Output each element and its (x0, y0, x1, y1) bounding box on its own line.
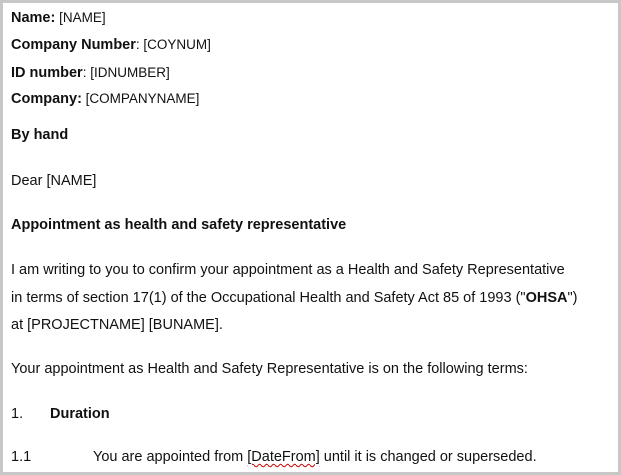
id-number-label: ID number (11, 65, 83, 81)
subsection-number: 1.1 (11, 449, 32, 465)
name-field (11, 9, 106, 27)
body-line-2-text: in terms of section 17(1) of the Occupational Health and Safety Act 85 of 1993 (" (11, 290, 526, 306)
company-value: [COMPANYNAME] (81, 91, 200, 106)
company-number-label: Company Number (11, 37, 136, 53)
body-line-2-close: ") (567, 290, 578, 306)
ohsa-abbreviation: OHSA (525, 290, 568, 306)
name-value: [NAME] (55, 10, 106, 25)
subject-heading: Appointment as health and safety representative (11, 217, 347, 233)
subsection-text-start: You are appointed from (93, 449, 248, 465)
salutation: Dear [NAME] (11, 173, 97, 189)
id-number-field (11, 64, 170, 82)
name-label: Name: (11, 10, 56, 26)
body-paragraph-1-line-2 (11, 289, 577, 307)
body-paragraph-2: Your appointment as Health and Safety Representative is on the following terms: (11, 361, 528, 377)
body-paragraph-1-line-3: at [PROJECTNAME] [BUNAME]. (11, 317, 223, 333)
company-label: Company: (11, 91, 82, 107)
section-number: 1. (11, 406, 24, 422)
subsection-text-end: until it is changed or superseded. (319, 449, 537, 465)
delivery-method: By hand (11, 127, 69, 143)
company-number-field (11, 36, 211, 54)
company-number-value: : [COYNUM] (135, 37, 211, 52)
subsection-1-1 (11, 448, 537, 466)
id-number-value: : [IDNUMBER] (82, 65, 170, 80)
section-title: Duration (50, 406, 110, 422)
section-heading (11, 405, 110, 423)
date-from-placeholder: [DateFrom] (247, 449, 320, 465)
body-paragraph-1-line-1: I am writing to you to confirm your appointment as a Health and Safety Representative (11, 262, 565, 278)
company-field (11, 90, 199, 108)
